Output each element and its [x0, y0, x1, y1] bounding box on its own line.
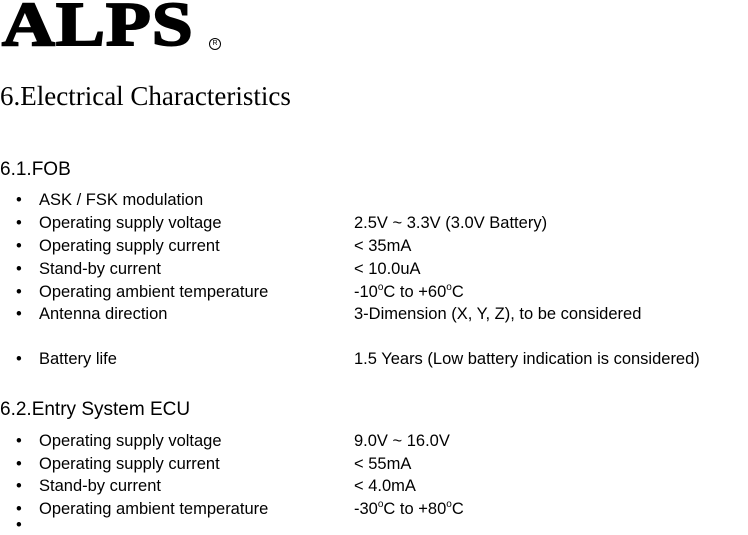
bullet-icon: •	[16, 350, 22, 368]
list-item	[0, 236, 748, 256]
item-label: Operating supply current	[39, 237, 220, 255]
bullet-icon: •	[16, 455, 22, 473]
list-item	[0, 259, 748, 279]
bullet-icon: •	[16, 477, 22, 495]
list-item	[0, 190, 748, 210]
item-label: Operating ambient temperature	[39, 283, 269, 301]
section-heading-fob: 6.1.FOB	[0, 159, 71, 180]
item-value: < 55mA	[354, 455, 412, 473]
item-value: 2.5V ~ 3.3V (3.0V Battery)	[354, 214, 548, 232]
list-item	[0, 476, 748, 496]
item-label: ASK / FSK modulation	[39, 191, 204, 209]
bullet-icon: •	[16, 191, 22, 209]
list-item	[0, 304, 748, 324]
item-value-temperature: -30$^o$C to $+80^oC$	[354, 498, 464, 518]
page-title: 6.Electrical Characteristics	[0, 81, 291, 111]
item-label: Antenna direction	[39, 305, 168, 323]
alps-logo-text: ALPS	[2, 0, 194, 59]
item-label: Battery life	[39, 350, 117, 368]
bullet-icon: •	[16, 260, 22, 278]
item-value: 9.0V ~ 16.0V	[354, 432, 450, 450]
bullet-icon: •	[16, 237, 22, 255]
list-item	[0, 431, 748, 451]
item-label: Operating ambient temperature	[39, 500, 269, 518]
bullet-icon: •	[16, 432, 22, 450]
bullet-icon: •	[16, 214, 22, 232]
item-value: < 10.0uA	[354, 260, 421, 278]
registered-trademark-icon: R	[209, 38, 221, 50]
item-value: 3-Dimension (X, Y, Z), to be considered	[354, 305, 642, 323]
list-item	[0, 213, 748, 233]
list-item	[0, 454, 748, 474]
bullet-icon: •	[16, 305, 22, 323]
item-value-temperature: -10$^o$C to $+60^oC$	[354, 281, 464, 301]
item-value: 1.5 Years (Low battery indication is considered)	[354, 350, 700, 368]
item-label: Operating supply voltage	[39, 432, 222, 450]
alps-logo	[2, 0, 222, 59]
item-label: Operating supply voltage	[39, 214, 222, 232]
list-item	[0, 515, 748, 535]
item-label: Stand-by current	[39, 260, 161, 278]
item-value: < 4.0mA	[354, 477, 416, 495]
bullet-icon: •	[16, 283, 22, 301]
item-label: Operating supply current	[39, 455, 220, 473]
list-item	[0, 282, 748, 302]
item-value: < 35mA	[354, 237, 412, 255]
section-heading-entry-system-ecu: 6.2.Entry System ECU	[0, 399, 191, 420]
list-item	[0, 349, 748, 369]
bullet-icon: •	[16, 516, 22, 534]
bullet-icon: •	[16, 500, 22, 518]
item-label: Stand-by current	[39, 477, 161, 495]
